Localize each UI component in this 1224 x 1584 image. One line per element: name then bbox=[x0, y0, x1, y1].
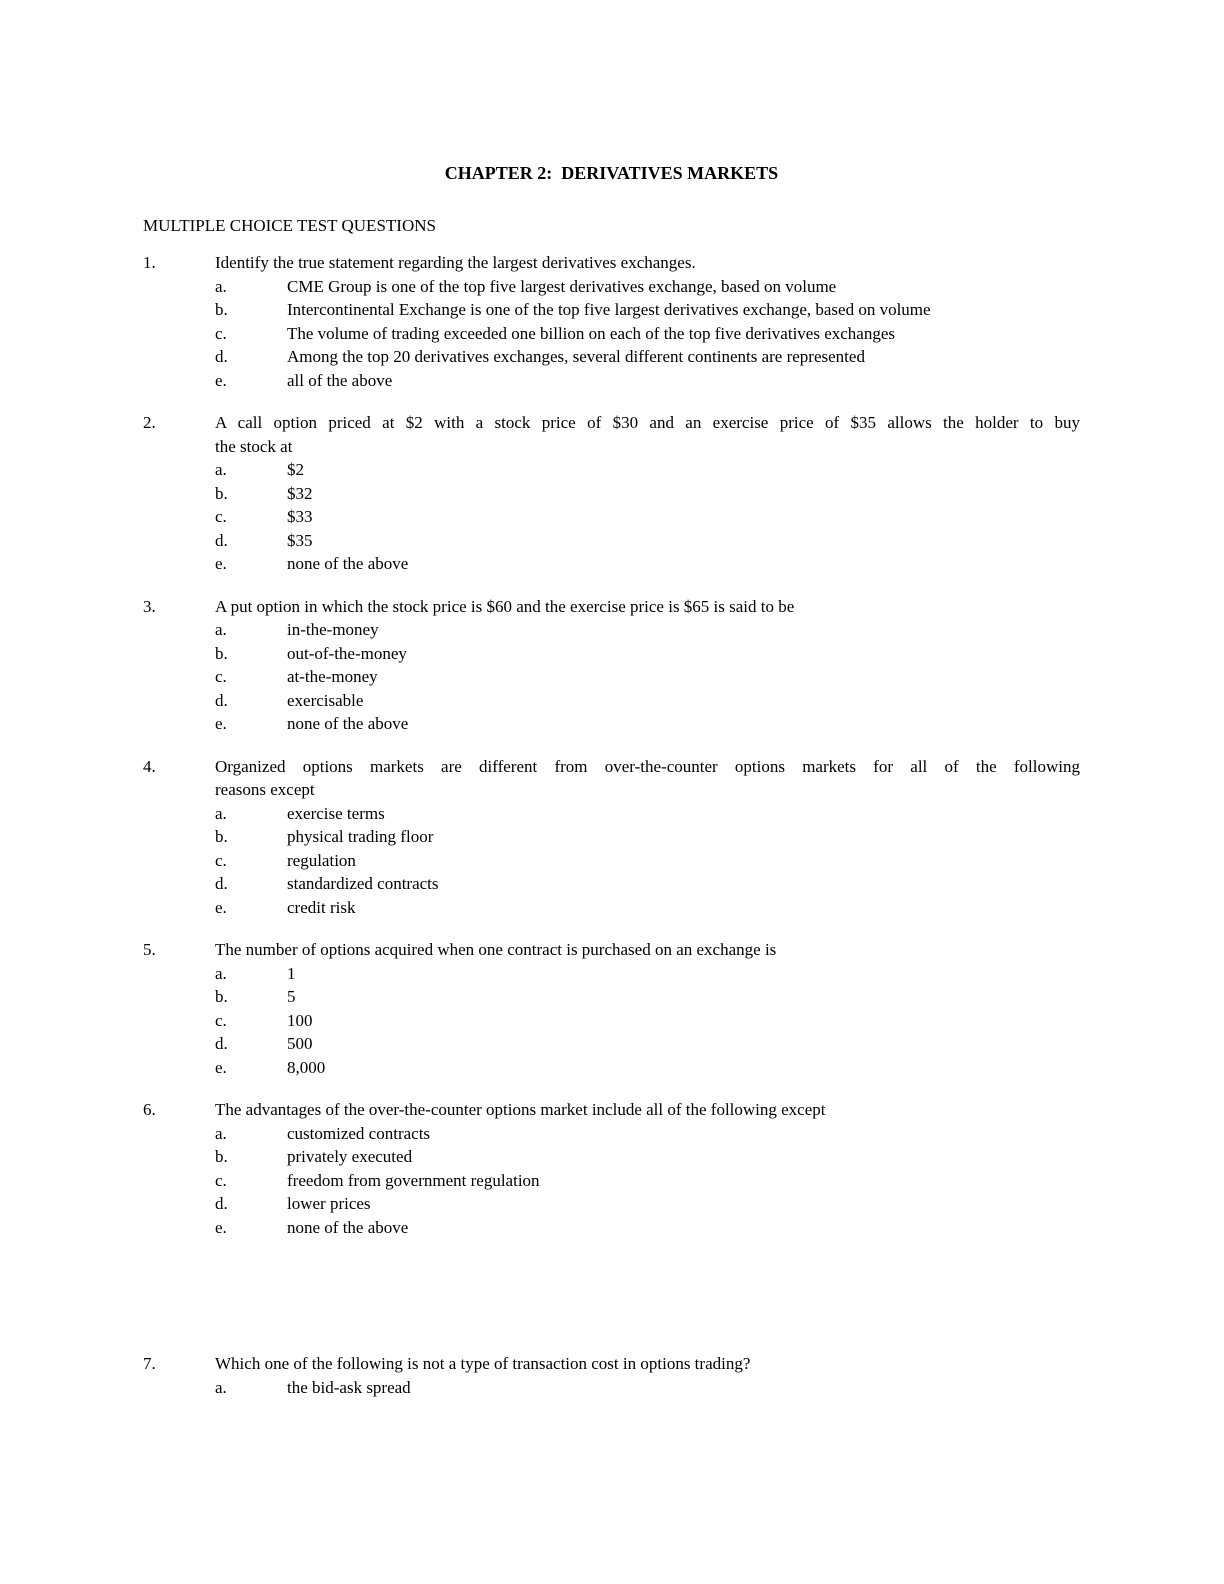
option-text: $35 bbox=[287, 530, 313, 550]
option-text: standardized contracts bbox=[287, 874, 439, 893]
option-letter: b. bbox=[215, 300, 228, 319]
option-row bbox=[215, 322, 1080, 346]
question-text-line: the stock at bbox=[215, 436, 293, 456]
options-list bbox=[143, 1376, 1080, 1400]
option-row bbox=[215, 849, 1080, 873]
question-1 bbox=[143, 251, 1080, 392]
option-letter: e. bbox=[215, 370, 227, 390]
question-text-line: A call option priced at $2 with a stock price of $30 and an exercise price of $35 allows the holder to buy bbox=[215, 413, 1080, 432]
option-letter: a. bbox=[215, 963, 227, 983]
question-text bbox=[215, 755, 1080, 802]
option-text: exercisable bbox=[287, 690, 364, 710]
option-row bbox=[215, 825, 1080, 849]
question-7 bbox=[143, 1352, 1080, 1399]
option-row bbox=[215, 298, 1080, 322]
option-letter: d. bbox=[215, 530, 228, 550]
option-text: credit risk bbox=[287, 897, 356, 917]
option-text: 500 bbox=[287, 1034, 313, 1053]
options-list bbox=[143, 802, 1080, 920]
question-number: 3. bbox=[143, 596, 156, 616]
option-row bbox=[215, 1056, 1080, 1080]
question-number: 7. bbox=[143, 1354, 156, 1373]
option-letter: c. bbox=[215, 507, 227, 526]
question-5 bbox=[143, 938, 1080, 1079]
question-text-line: Which one of the following is not a type of transaction cost in options trading? bbox=[215, 1354, 751, 1373]
option-row bbox=[215, 802, 1080, 826]
option-text: customized contracts bbox=[287, 1123, 431, 1143]
question-text-line: Organized options markets are different from over-the-counter options markets for all of the following bbox=[215, 756, 1080, 776]
question-number: 2. bbox=[143, 413, 156, 432]
option-text: regulation bbox=[287, 850, 356, 870]
option-text: none of the above bbox=[287, 554, 409, 573]
option-letter: c. bbox=[215, 323, 227, 343]
option-letter: a. bbox=[215, 276, 227, 296]
option-row bbox=[215, 962, 1080, 986]
question-number: 4. bbox=[143, 756, 156, 776]
option-letter: a. bbox=[215, 1377, 227, 1397]
question-text bbox=[215, 595, 1080, 619]
option-row bbox=[215, 1216, 1080, 1240]
question-6 bbox=[143, 1098, 1080, 1239]
options-list bbox=[143, 962, 1080, 1080]
option-row bbox=[215, 689, 1080, 713]
option-row bbox=[215, 1376, 1080, 1400]
options-list bbox=[143, 1122, 1080, 1240]
option-text: The volume of trading exceeded one billion on each of the top five derivatives exchanges bbox=[287, 323, 895, 343]
option-row bbox=[215, 1032, 1080, 1056]
question-text bbox=[215, 1098, 1080, 1122]
option-letter: d. bbox=[215, 874, 228, 893]
option-text: out-of-the-money bbox=[287, 643, 407, 663]
option-row bbox=[215, 712, 1080, 736]
option-row bbox=[215, 552, 1080, 576]
option-text: the bid-ask spread bbox=[287, 1377, 411, 1397]
option-text: Intercontinental Exchange is one of the top five largest derivatives exchange, based on volume bbox=[287, 300, 931, 319]
question-number: 6. bbox=[143, 1100, 156, 1119]
option-text: $33 bbox=[287, 507, 313, 526]
option-text: 5 bbox=[287, 987, 296, 1006]
option-letter: d. bbox=[215, 1194, 228, 1213]
option-text: 8,000 bbox=[287, 1057, 326, 1077]
option-row bbox=[215, 505, 1080, 529]
option-row bbox=[215, 985, 1080, 1009]
question-text-line: Identify the true statement regarding the largest derivatives exchanges. bbox=[215, 253, 696, 272]
questions-list bbox=[143, 251, 1080, 1399]
question-3 bbox=[143, 595, 1080, 736]
option-text: freedom from government regulation bbox=[287, 1170, 540, 1190]
option-letter: b. bbox=[215, 827, 228, 846]
options-list bbox=[143, 458, 1080, 576]
option-letter: b. bbox=[215, 643, 228, 663]
option-text: all of the above bbox=[287, 370, 393, 390]
option-letter: a. bbox=[215, 460, 227, 479]
options-list bbox=[143, 618, 1080, 736]
option-row bbox=[215, 1192, 1080, 1216]
question-text-line: The advantages of the over-the-counter options market include all of the following except bbox=[215, 1100, 826, 1119]
option-letter: a. bbox=[215, 1123, 227, 1143]
section-heading: MULTIPLE CHOICE TEST QUESTIONS bbox=[143, 215, 436, 235]
question-4 bbox=[143, 755, 1080, 920]
option-letter: b. bbox=[215, 483, 228, 503]
option-text: $32 bbox=[287, 483, 313, 503]
option-row bbox=[215, 529, 1080, 553]
option-text: physical trading floor bbox=[287, 827, 434, 846]
question-text-line: reasons except bbox=[215, 780, 315, 799]
option-text: at-the-money bbox=[287, 667, 378, 686]
question-number: 5. bbox=[143, 940, 156, 959]
option-letter: d. bbox=[215, 347, 228, 366]
option-text: $2 bbox=[287, 460, 304, 479]
option-letter: d. bbox=[215, 1034, 228, 1053]
question-2 bbox=[143, 411, 1080, 576]
option-row bbox=[215, 1169, 1080, 1193]
question-text bbox=[215, 1352, 1080, 1376]
option-letter: e. bbox=[215, 1057, 227, 1077]
option-letter: d. bbox=[215, 690, 228, 710]
option-text: exercise terms bbox=[287, 803, 385, 823]
options-list bbox=[143, 275, 1080, 393]
option-text: lower prices bbox=[287, 1194, 371, 1213]
option-letter: a. bbox=[215, 620, 227, 639]
option-row bbox=[215, 275, 1080, 299]
option-row bbox=[215, 458, 1080, 482]
option-letter: a. bbox=[215, 803, 227, 823]
option-row bbox=[215, 618, 1080, 642]
page-title: CHAPTER 2: DERIVATIVES MARKETS bbox=[444, 163, 779, 183]
option-letter: b. bbox=[215, 1147, 228, 1166]
option-letter: b. bbox=[215, 987, 228, 1006]
question-text-line: A put option in which the stock price is $60 and the exercise price is $65 is said to be bbox=[215, 596, 795, 616]
option-text: 1 bbox=[287, 963, 296, 983]
option-text: 100 bbox=[287, 1010, 313, 1030]
option-letter: e. bbox=[215, 554, 227, 573]
question-text bbox=[215, 411, 1080, 458]
option-letter: e. bbox=[215, 897, 227, 917]
option-row bbox=[215, 1122, 1080, 1146]
question-text bbox=[215, 938, 1080, 962]
question-text-line: The number of options acquired when one contract is purchased on an exchange is bbox=[215, 940, 777, 959]
option-text: CME Group is one of the top five largest derivatives exchange, based on volume bbox=[287, 276, 837, 296]
option-row bbox=[215, 896, 1080, 920]
option-letter: c. bbox=[215, 667, 227, 686]
option-letter: c. bbox=[215, 1170, 227, 1190]
option-row bbox=[215, 369, 1080, 393]
option-text: in-the-money bbox=[287, 620, 379, 639]
option-text: none of the above bbox=[287, 714, 409, 733]
option-row bbox=[215, 665, 1080, 689]
option-text: privately executed bbox=[287, 1147, 413, 1166]
option-row bbox=[215, 482, 1080, 506]
option-row bbox=[215, 1009, 1080, 1033]
option-text: none of the above bbox=[287, 1217, 409, 1237]
question-number: 1. bbox=[143, 253, 156, 272]
option-row bbox=[215, 642, 1080, 666]
option-letter: e. bbox=[215, 714, 227, 733]
option-letter: e. bbox=[215, 1217, 227, 1237]
question-text bbox=[215, 251, 1080, 275]
option-letter: c. bbox=[215, 1010, 227, 1030]
option-row bbox=[215, 872, 1080, 896]
option-text: Among the top 20 derivatives exchanges, several different continents are represented bbox=[287, 347, 865, 366]
option-letter: c. bbox=[215, 850, 227, 870]
option-row bbox=[215, 345, 1080, 369]
option-row bbox=[215, 1145, 1080, 1169]
